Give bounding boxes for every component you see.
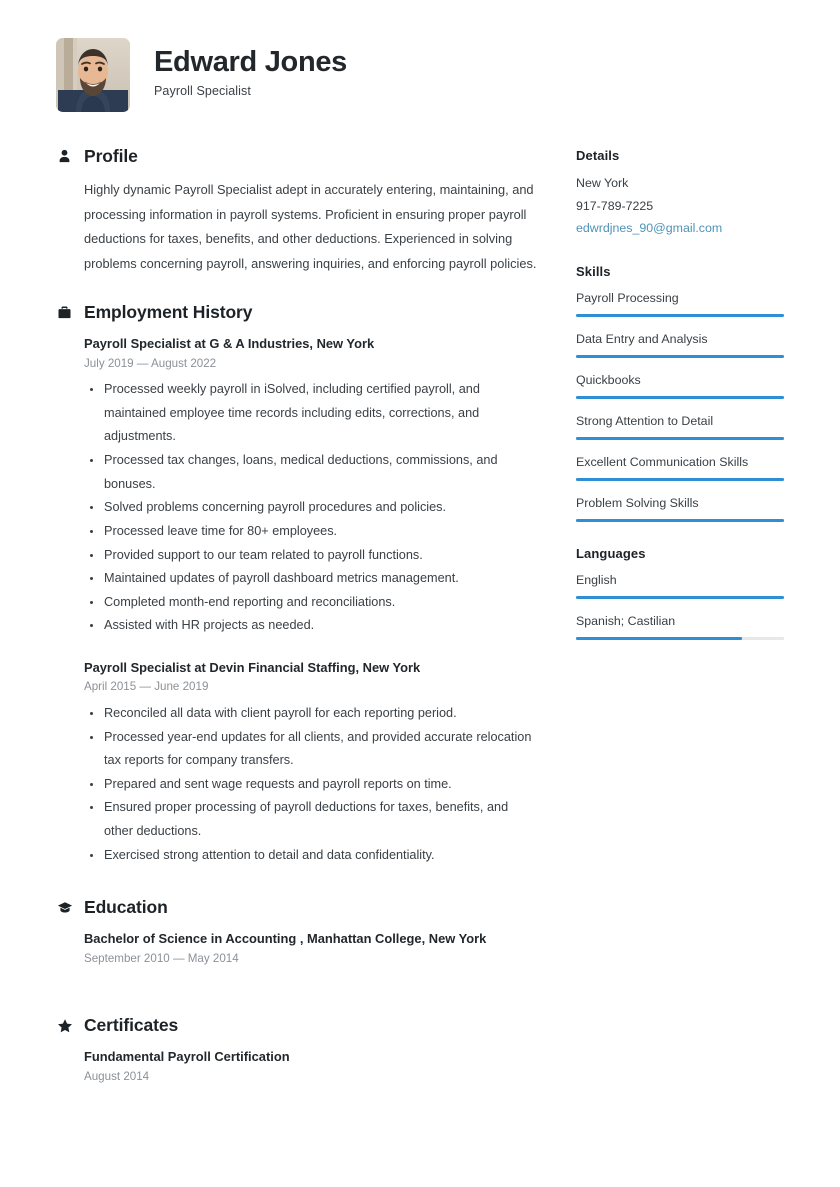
sidebar-skills bbox=[576, 264, 784, 523]
section-title-certificates: Certificates bbox=[84, 1015, 179, 1036]
resume-columns bbox=[56, 146, 784, 1091]
entry-title: Payroll Specialist at Devin Financial Staffing, New York bbox=[84, 660, 421, 676]
employment-entry bbox=[84, 334, 540, 638]
skill-track bbox=[576, 478, 784, 481]
entry-title: Bachelor of Science in Accounting , Manhattan College, New York bbox=[84, 931, 487, 947]
sidebar-languages bbox=[576, 546, 784, 640]
sidebar-title-languages: Languages bbox=[576, 546, 646, 562]
skill-fill bbox=[576, 314, 784, 317]
bullet-item: Provided support to our team related to payroll functions. bbox=[84, 544, 540, 568]
entry-date: April 2015 — June 2019 bbox=[84, 680, 209, 694]
skill-label: Problem Solving Skills bbox=[576, 496, 699, 511]
employment-entry bbox=[84, 658, 540, 867]
section-employment bbox=[56, 302, 540, 867]
section-body-education bbox=[56, 929, 540, 968]
skill-fill bbox=[576, 478, 784, 481]
skill-track bbox=[576, 519, 784, 522]
section-header-employment bbox=[56, 302, 540, 323]
skill-fill bbox=[576, 437, 784, 440]
skill-meter bbox=[576, 288, 784, 317]
language-meter bbox=[576, 570, 784, 599]
full-name: Edward Jones bbox=[154, 46, 348, 78]
skill-label: Quickbooks bbox=[576, 372, 641, 387]
bullet-item: Exercised strong attention to detail and data confidentiality. bbox=[84, 844, 540, 868]
skill-track bbox=[576, 314, 784, 317]
sidebar-title-details: Details bbox=[576, 148, 620, 163]
profile-text: Highly dynamic Payroll Specialist adept in accurately entering, maintaining, and processing information in payroll systems. Proficient in ensuring proper payroll deductions for taxes, benefits, and other deductions. Experienced in solving problems concerning payroll, answering inquiries, and enforcing payroll policies. bbox=[84, 182, 537, 271]
main-column bbox=[56, 146, 540, 1091]
certificate-entry bbox=[84, 1047, 540, 1086]
section-body-employment bbox=[56, 334, 540, 867]
section-header-education bbox=[56, 897, 540, 918]
section-certificates bbox=[56, 1015, 540, 1086]
skill-meter bbox=[576, 493, 784, 522]
detail-email-link[interactable]: edwrdjnes_90@gmail.com bbox=[576, 221, 723, 236]
skill-fill bbox=[576, 396, 784, 399]
language-track bbox=[576, 637, 784, 640]
language-track bbox=[576, 596, 784, 599]
job-title: Payroll Specialist bbox=[154, 84, 251, 99]
section-header-certificates bbox=[56, 1015, 540, 1036]
skill-track bbox=[576, 437, 784, 440]
entry-title: Payroll Specialist at G & A Industries, New York bbox=[84, 336, 375, 352]
skill-label: Excellent Communication Skills bbox=[576, 455, 749, 470]
bullet-item: Completed month-end reporting and reconciliations. bbox=[84, 591, 540, 615]
bullet-item: Reconciled all data with client payroll for each reporting period. bbox=[84, 702, 540, 726]
sidebar-details bbox=[576, 148, 784, 240]
language-fill bbox=[576, 596, 784, 599]
entry-date: September 2010 — May 2014 bbox=[84, 951, 239, 965]
section-title-profile: Profile bbox=[84, 146, 138, 166]
detail-phone: 917-789-7225 bbox=[576, 198, 654, 213]
entry-bullets bbox=[84, 378, 540, 638]
bullet-item: Prepared and sent wage requests and payroll reports on time. bbox=[84, 773, 540, 797]
entry-title: Fundamental Payroll Certification bbox=[84, 1049, 290, 1065]
entry-bullets bbox=[84, 702, 540, 867]
skill-label: Data Entry and Analysis bbox=[576, 331, 708, 346]
header-text bbox=[154, 38, 347, 98]
skill-fill bbox=[576, 519, 784, 522]
education-entry bbox=[84, 929, 540, 968]
section-title-employment: Employment History bbox=[84, 302, 253, 323]
language-meter bbox=[576, 611, 784, 640]
bullet-item: Processed weekly payroll in iSolved, including certified payroll, and maintained employee time records including edits, corrections, and adjustments. bbox=[84, 378, 540, 449]
avatar bbox=[56, 38, 130, 112]
skill-track bbox=[576, 396, 784, 399]
bullet-item: Processed tax changes, loans, medical deductions, commissions, and bonuses. bbox=[84, 449, 540, 496]
section-education bbox=[56, 897, 540, 968]
bullet-item: Solved problems concerning payroll procedures and policies. bbox=[84, 496, 540, 520]
section-title-education: Education bbox=[84, 897, 168, 918]
section-header-profile bbox=[56, 146, 540, 167]
skill-meter bbox=[576, 452, 784, 481]
detail-location: New York bbox=[576, 176, 629, 190]
person-icon bbox=[56, 148, 73, 165]
skill-meter bbox=[576, 411, 784, 440]
section-body-profile bbox=[56, 178, 540, 276]
star-icon bbox=[56, 1017, 73, 1034]
sidebar-column bbox=[576, 146, 784, 652]
skill-track bbox=[576, 355, 784, 358]
skill-fill bbox=[576, 355, 784, 358]
skill-label: Strong Attention to Detail bbox=[576, 414, 714, 429]
graduation-cap-icon bbox=[56, 899, 73, 916]
entry-date: July 2019 — August 2022 bbox=[84, 356, 217, 370]
sidebar-title-skills: Skills bbox=[576, 263, 611, 279]
section-profile bbox=[56, 146, 540, 276]
bullet-item: Ensured proper processing of payroll deductions for taxes, benefits, and other deductions. bbox=[84, 796, 540, 843]
language-label: Spanish; Castilian bbox=[576, 614, 676, 629]
language-label: English bbox=[576, 573, 617, 588]
skill-meter bbox=[576, 370, 784, 399]
bullet-item: Maintained updates of payroll dashboard metrics management. bbox=[84, 567, 540, 591]
bullet-item: Assisted with HR projects as needed. bbox=[84, 614, 540, 638]
bullet-item: Processed year-end updates for all clients, and provided accurate relocation tax reports for company transfers. bbox=[84, 726, 540, 773]
bullet-item: Processed leave time for 80+ employees. bbox=[84, 520, 540, 544]
entry-date: August 2014 bbox=[84, 1069, 150, 1083]
resume-header bbox=[56, 38, 784, 112]
section-body-certificates bbox=[56, 1047, 540, 1086]
language-fill bbox=[576, 637, 742, 640]
briefcase-icon bbox=[56, 304, 73, 321]
skill-meter bbox=[576, 329, 784, 358]
skill-label: Payroll Processing bbox=[576, 290, 679, 305]
